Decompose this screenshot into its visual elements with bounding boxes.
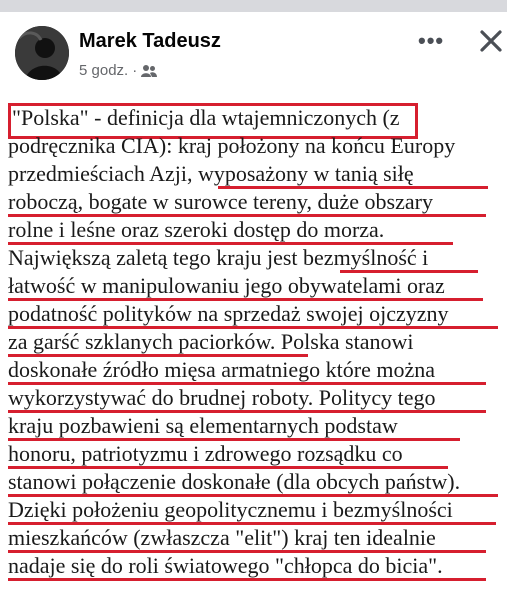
underline [8,438,460,441]
underline [8,242,453,245]
top-bar [0,0,507,12]
text-line: nadaje się do roli światowego "chłopca do bicia". [8,553,443,578]
friends-icon[interactable] [141,64,157,78]
text-line: "Polska" - definicja dla wtajemniczonych (z [12,105,400,130]
post-time[interactable]: 5 godz. [79,62,129,79]
underline [8,382,486,385]
text-line: rolne i leśne oraz szeroki dostęp do morza. [8,217,385,242]
text-line: za garść szklanych paciorków. Polska stanowi [8,329,414,354]
underline [8,550,486,553]
avatar[interactable] [15,26,69,80]
underline [8,578,486,581]
underline [340,270,478,273]
post-meta [79,62,157,79]
text-line: łatwość w manipulowaniu jego obywatelami oraz [8,273,445,298]
text-line: Największą zaletą tego kraju jest bezmyślność i [8,245,429,270]
underline [8,410,486,413]
close-icon[interactable] [476,26,506,56]
author-name[interactable]: Marek Tadeusz [79,30,221,52]
underline [8,214,486,217]
text-line: przedmieściach Azji, wyposażony w tanią siłę [8,161,414,186]
text-line: podręcznika CIA): kraj położony na końcu Europy [8,133,456,158]
more-icon[interactable]: ••• [418,28,445,53]
text-line: roboczą, bogate w surowce tereny, duże obszary [8,189,433,214]
text-line: stanowi połączenie doskonałe (dla obcych państw). [8,469,461,494]
underline [8,354,308,357]
underline [8,494,498,497]
underline [8,522,496,525]
text-line: honoru, patriotyzmu i zdrowego rozsądku co [8,441,403,466]
meta-separator: · [132,62,138,79]
avatar-image [15,26,69,80]
underline [8,326,498,329]
text-line: podatność polityków na sprzedaż swojej ojczyzny [8,301,449,326]
underline [218,186,488,189]
post-image [8,100,498,592]
underline [8,298,483,301]
underline [8,466,448,469]
text-line: wykorzystywać do brudnej roboty. Politycy tego [8,385,436,410]
text-line: kraju pozbawieni są elementarnych podstaw [8,413,398,438]
text-line: mieszkańców (zwłaszcza "elit") kraj ten idealnie [8,525,436,550]
text-line: Dzięki położeniu geopolitycznemu i bezmyślności [8,497,453,522]
text-line: doskonałe źródło mięsa armatniego które można [8,357,436,382]
